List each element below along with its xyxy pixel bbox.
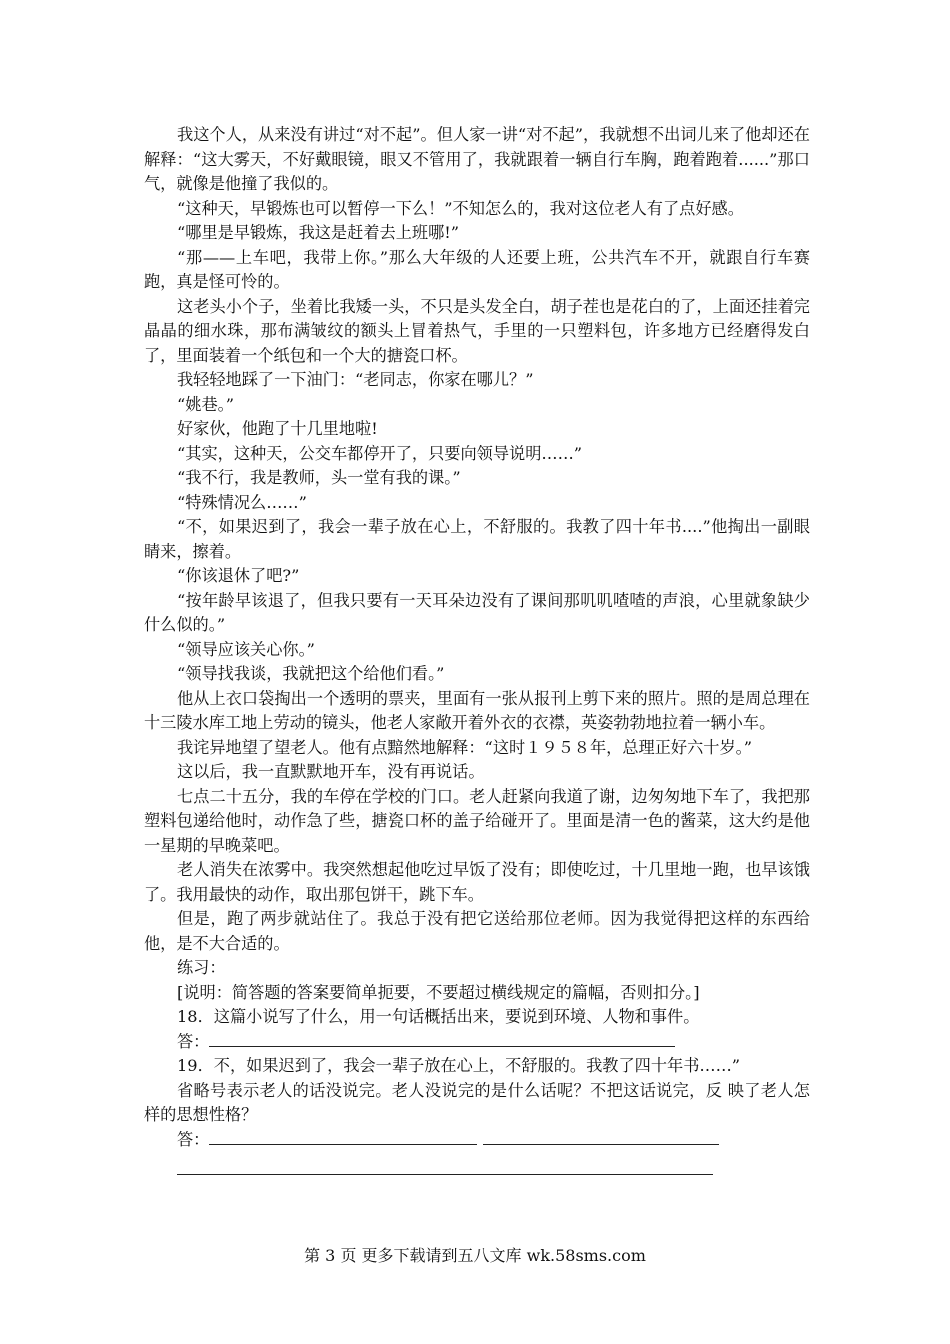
paragraph: 好家伙，他跑了十几里地啦! <box>177 419 378 438</box>
question-19: 19．不，如果迟到了，我会一辈子放在心上，不舒服的。我教了四十年书……” <box>177 1056 741 1075</box>
paragraph: 七点二十五分，我的车停在学校的门口。老人赶紧向我道了谢，边匆匆地下车了，我把那塑料包递给他时，动作急了些，搪瓷口杯的盖子给碰开了。里面是清一色的酱菜，这大约是他一星期的早晚菜吧。 <box>144 786 810 855</box>
paragraph: “领导找我谈，我就把这个给他们看。” <box>177 664 445 683</box>
paragraph: “不，如果迟到了，我会一辈子放在心上，不舒服的。我教了四十年书....”他掏出一副眼睛来，擦着。 <box>144 517 810 561</box>
answer-line-19b[interactable] <box>483 1130 719 1145</box>
paragraph: 我这个人，从来没有讲过“对不起”。但人家一讲“对不起”，我就想不出词儿来了他却还在解释：“这大雾天，不好戴眼镜，眼又不管用了，我就跟着一辆自行车胸，跑着跑着......”那口气，就像是他撞了我似的。 <box>144 125 810 193</box>
question-19-prompt: 省略号表示老人的话没说完。老人没说完的是什么话呢？不把这话说完，反 映了老人怎样的思想性格？ <box>144 1080 810 1124</box>
document-body <box>144 123 810 1183</box>
paragraph: 我轻轻地踩了一下油门：“老同志，你家在哪儿？” <box>177 370 534 389</box>
paragraph: “按年龄早该退了，但我只要有一天耳朵边没有了课间那叽叽喳喳的声浪，心里就象缺少什么似的。” <box>144 590 810 634</box>
paragraph: 这老头小个子，坐着比我矮一头，不只是头发全白，胡子茬也是花白的了，上面还挂着完晶晶的细水珠，那布满皱纹的额头上冒着热气，手里的一只塑料包，许多地方已经磨得发白了，里面装着一个纸包和一个大的搪瓷口杯。 <box>144 296 810 365</box>
answer-label: 答： <box>177 1031 210 1051</box>
paragraph: 我诧异地望了望老人。他有点黯然地解释：“这时１９５８年，总理正好六十岁。” <box>177 737 753 757</box>
answer-label: 答： <box>177 1129 210 1149</box>
paragraph: 但是，跑了两步就站住了。我总于没有把它送给那位老师。因为我觉得把这样的东西给他，是不大合适的。 <box>144 909 810 953</box>
paragraph: “姚巷。” <box>177 394 235 414</box>
paragraph: 这以后，我一直默默地开车，没有再说话。 <box>177 762 485 781</box>
paragraph: “这种天，早锻炼也可以暂停一下么！”不知怎么的，我对这位老人有了点好感。 <box>177 198 744 218</box>
paragraph: “你该退休了吧?” <box>177 566 300 585</box>
answer-row-19-cont <box>144 1158 810 1183</box>
answer-line-19a[interactable] <box>209 1130 477 1145</box>
answer-row-18 <box>144 1030 810 1055</box>
question-18: 18．这篇小说写了什么，用一句话概括出来，要说到环境、人物和事件。 <box>177 1007 700 1026</box>
paragraph: “那——上车吧，我带上你。”那么大年级的人还要上班，公共汽车不开，就跟自行车赛跑，真是怪可怜的。 <box>144 247 810 291</box>
answer-row-19 <box>144 1128 810 1153</box>
exercise-heading: 练习： <box>177 958 226 977</box>
paragraph: “其实，这种天，公交车都停开了，只要向领导说明……” <box>177 443 583 463</box>
paragraph: “领导应该关心你。” <box>177 639 315 659</box>
paragraph: 老人消失在浓雾中。我突然想起他吃过早饭了没有；即使吃过，十几里地一跑，也早该饿了。我用最快的动作，取出那包饼干，跳下车。 <box>144 860 810 904</box>
paragraph: 他从上衣口袋掏出一个透明的票夹，里面有一张从报刊上剪下来的照片。照的是周总理在十三陵水库工地上劳动的镜头，他老人家敞开着外衣的衣襟，英姿勃勃地拉着一辆小车。 <box>144 688 810 732</box>
answer-line-19c[interactable] <box>177 1160 713 1175</box>
paragraph: “特殊情况么……” <box>177 492 307 512</box>
page-footer: 第 3 页 更多下载请到五八文库 wk.58sms.com <box>304 1246 646 1265</box>
paragraph: “哪里是早锻炼，我这是赶着去上班哪!” <box>177 223 460 242</box>
paragraph: “我不行，我是教师，头一堂有我的课。” <box>177 468 461 487</box>
answer-line-18[interactable] <box>209 1032 675 1047</box>
exercise-instructions: [说明：简答题的答案要简单扼要，不要超过横线规定的篇幅，否则扣分。] <box>177 982 700 1002</box>
